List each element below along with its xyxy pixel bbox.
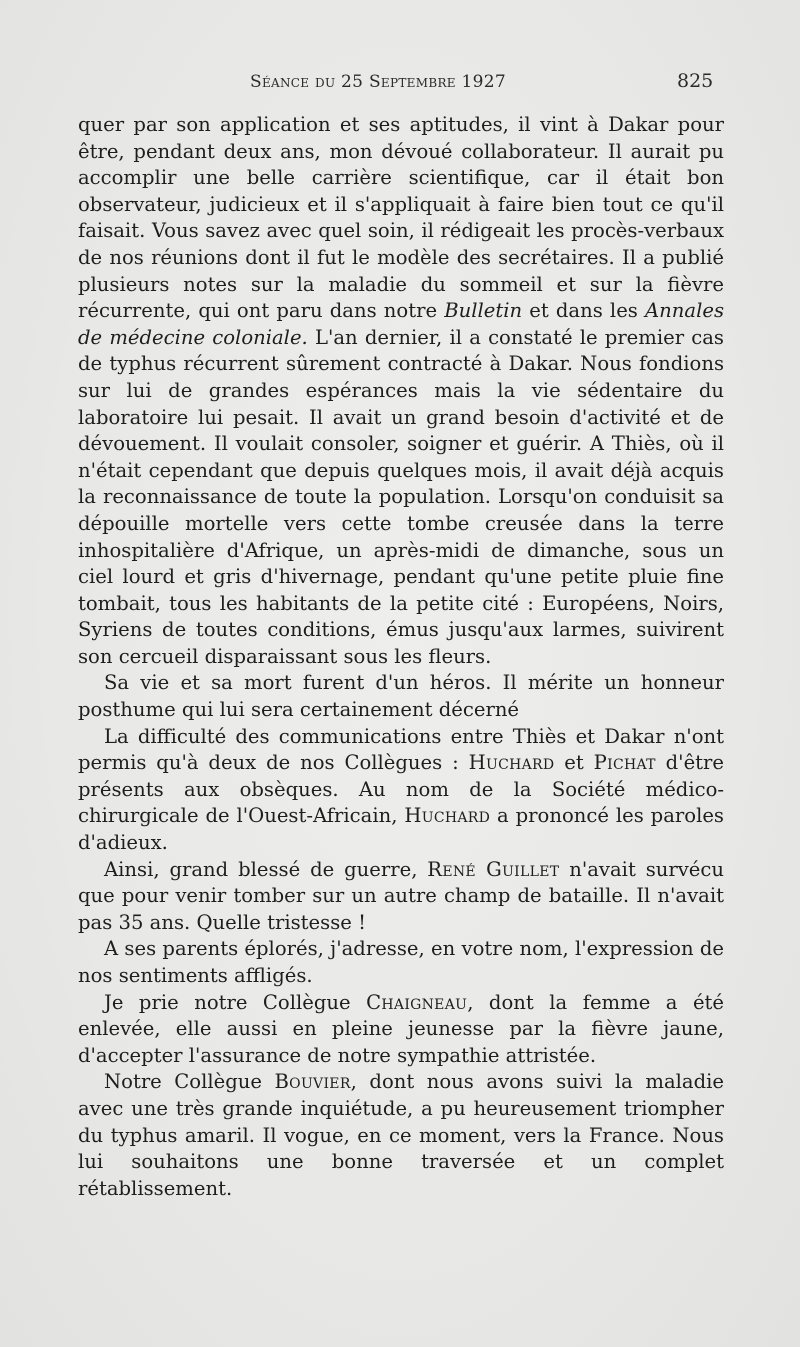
person-name: René Guillet: [427, 857, 560, 881]
text-segment: et dans les: [522, 299, 646, 323]
paragraph: [78, 936, 724, 989]
text-segment: A ses parents éplorés, j'adresse, en votre nom, l'expression de nos sentiments affligés.: [78, 937, 724, 987]
paragraph: [78, 857, 724, 937]
person-name: Huchard: [404, 804, 491, 828]
text-segment: Je prie notre Collègue: [104, 990, 367, 1014]
paragraph: [78, 1069, 724, 1202]
person-name: Bouvier: [274, 1070, 351, 1094]
text-segment: a prononcé les paroles d'adieux.: [78, 804, 724, 855]
italic-text: Bulletin: [444, 299, 523, 323]
text-segment: d'être présents aux obsèques. Au nom de la Société médico-chirurgicale de l'Ouest-Africain,: [78, 751, 724, 828]
text-segment: L'an dernier, il a constaté le premier cas de typhus récurrent sûrement contracté à Dakar. Nous fondions sur lui de grandes espérances mais la vie sédentaire du laboratoire lui pesait. Il avait un grand besoin d'activité et de dévouement. Il voulait consoler, soigner et guérir. A Thiès, où il n'était cependant que depuis quelques mois, il avait déjà acquis la reconnaissance de toute la population. Lorsqu'on conduisit sa dépouille mortelle vers cette tombe creusée dans la terre inhospitalière d'Afrique, un après-midi de dimanche, sous un ciel lourd et gris d'hivernage, pendant qu'une petite pluie fine tombait, tous les habitants de la petite cité : Européens, Noirs, Syriens de toutes conditions, émus jusqu'aux larmes, suivirent son cercueil disparaissant sous les fleurs.: [78, 325, 724, 668]
person-name: Huchard: [468, 751, 555, 775]
italic-text: Annales de médecine coloniale.: [78, 299, 725, 349]
text-segment: , dont nous avons suivi la maladie avec une très grande inquiétude, a pu heureusement triompher du typhus amaril. Il vogue, en ce moment, vers la France. Nous lui souhaitons une bonne traversée et un complet rétablissement.: [78, 1070, 724, 1200]
running-head: Séance du 25 Septembre 1927: [250, 72, 507, 92]
text-segment: et: [554, 751, 594, 775]
person-name: Chaigneau: [366, 990, 468, 1014]
page-header: [0, 70, 800, 100]
paragraph: [78, 112, 724, 670]
text-segment: , dont la femme a été enlevée, elle aussi en pleine jeunesse par la fièvre jaune, d'accepter l'assurance de notre sympathie attristée.: [78, 990, 725, 1067]
text-segment: quer par son application et ses aptitudes, il vint à Dakar pour être, pendant deux ans, mon dévoué collaborateur. Il aurait pu accomplir une belle carrière scientifique, car il était bon observateur, judicieux et il s'appliquait à faire bien tout ce qu'il faisait. Vous savez avec quel soin, il rédigeait les procès-verbaux de nos réunions dont il fut le modèle des secrétaires. Il a publié plusieurs notes sur la maladie du sommeil et sur la fièvre récurrente, qui ont paru dans notre: [78, 113, 724, 323]
text-segment: Ainsi, grand blessé de guerre,: [104, 857, 428, 881]
body-text: [78, 112, 724, 1202]
person-name: Pichat: [593, 751, 656, 775]
text-segment: Sa vie et sa mort furent d'un héros. Il mérite un honneur posthume qui lui sera certainement décerné: [78, 671, 724, 722]
page-number: 825: [677, 70, 714, 92]
text-segment: Notre Collègue: [104, 1070, 275, 1094]
text-segment: La difficulté des communications entre Thiès et Dakar n'ont permis qu'à deux de nos Collègues :: [78, 724, 724, 775]
paragraph: [78, 670, 724, 723]
paragraph: [78, 724, 724, 857]
paragraph: [78, 990, 724, 1070]
text-segment: n'avait survécu que pour venir tomber sur un autre champ de bataille. Il n'avait pas 35 ans. Quelle tristesse !: [78, 857, 724, 934]
